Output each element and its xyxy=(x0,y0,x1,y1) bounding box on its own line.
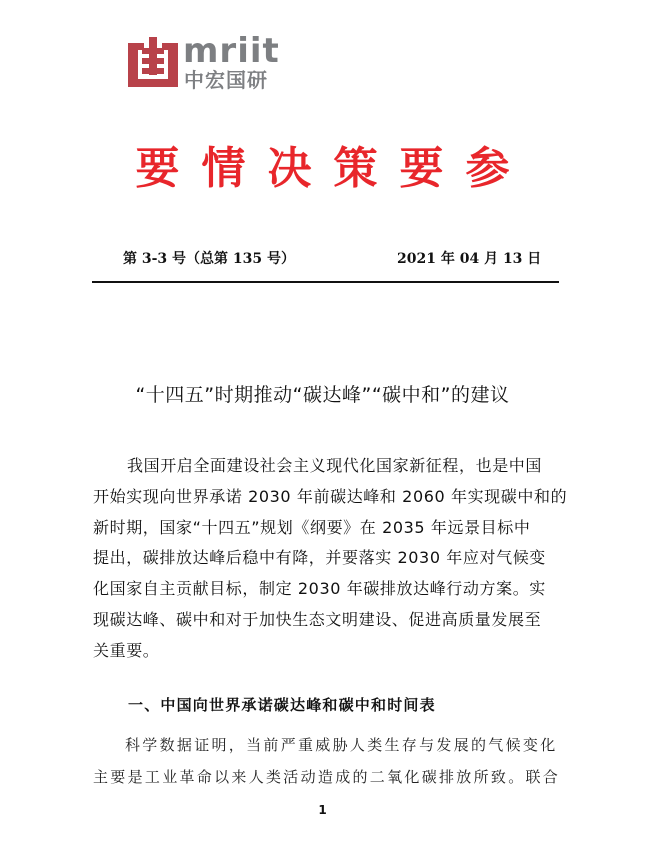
paragraph-line: 主要是工业革命以来人类活动造成的二氧化碳排放所致。联合 xyxy=(93,768,561,786)
paragraph-line: 科学数据证明，当前严重威胁人类生存与发展的气候变化 xyxy=(125,736,558,754)
paragraph-line: 化国家自主贡献目标，制定 2030 年碳排放达峰行动方案。实 xyxy=(93,579,546,599)
bulletin-title: 要情决策要参 xyxy=(135,143,532,194)
paragraph-line: 关重要。 xyxy=(93,640,160,660)
paragraph-line: 提出，碳排放达峰后稳中有降，并要落实 2030 年应对气候变 xyxy=(93,548,546,568)
issue-number: 第 3-3 号（总第 135 号） xyxy=(123,251,296,267)
paragraph-line: 新时期，国家“十四五”规划《纲要》在 2035 年远景目标中 xyxy=(93,517,531,537)
paragraph-line: 现碳达峰、碳中和对于加快生态文明建设、促进高质量发展至 xyxy=(93,609,542,629)
section-heading-1: 一、中国向世界承诺碳达峰和碳中和时间表 xyxy=(128,696,436,714)
header-divider xyxy=(92,281,559,283)
issue-date: 2021 年 04 月 13 日 xyxy=(397,251,542,267)
logo-latin-text: mriit xyxy=(183,31,280,71)
paragraph-line: 我国开启全面建设社会主义现代化国家新征程，也是中国 xyxy=(127,456,543,475)
paragraph-section-1 xyxy=(93,729,560,793)
logo-chinese-text: 中宏国研 xyxy=(184,68,268,92)
paragraph-intro xyxy=(93,451,568,667)
document-title: “十四五”时期推动“碳达峰”“碳中和”的建议 xyxy=(135,384,510,406)
mriit-logo-mark-icon xyxy=(128,37,178,89)
mriit-logo xyxy=(128,31,288,93)
paragraph-line: 开始实现向世界承诺 2030 年前碳达峰和 2060 年实现碳中和的 xyxy=(93,486,568,506)
page-number: 1 xyxy=(318,803,327,817)
